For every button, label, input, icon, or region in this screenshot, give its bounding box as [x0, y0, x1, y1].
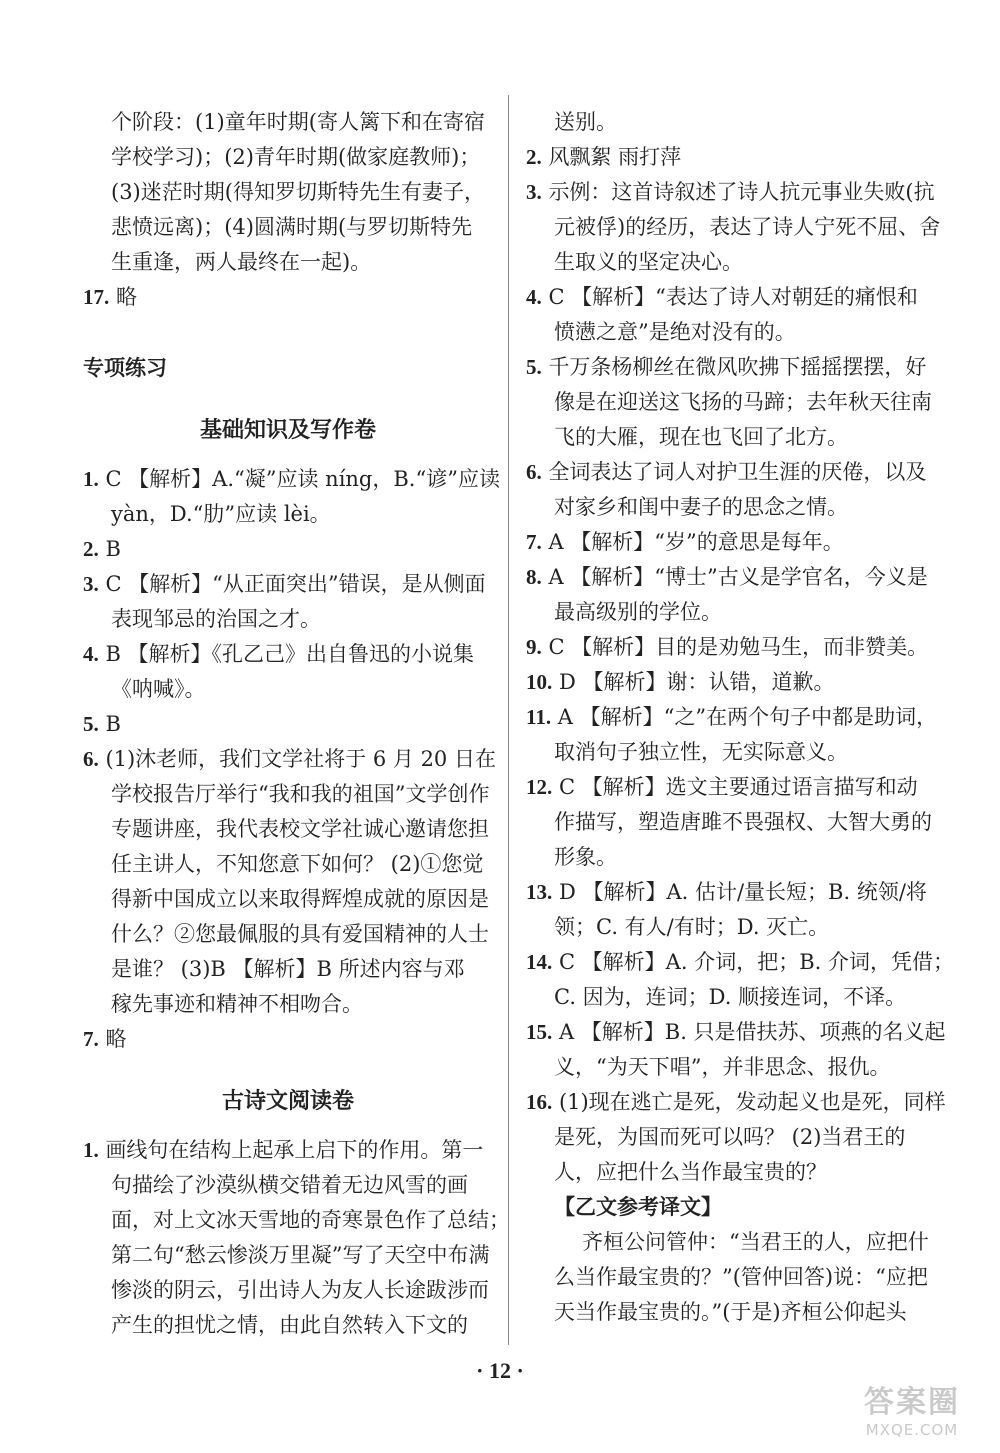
item-continuation: 是谁？ (3)B 【解析】B 所述内容与邓 [111, 957, 465, 981]
item-continuation: 义，“为天下唱”，并非思念、报仇。 [554, 1055, 891, 1079]
answer-item [526, 630, 929, 665]
item-text: (1)现在逃亡是死，发动起义也是死，同样 [558, 1090, 946, 1114]
paper-title-basic: 基础知识及写作卷 [199, 417, 376, 443]
right-column [526, 105, 954, 1330]
item-continuation: 像是在迎送这飞扬的马蹄；去年秋天往南 [554, 390, 932, 414]
item-continuation: 表现邹忌的治国之才。 [111, 607, 321, 631]
item-number: 4. [526, 285, 542, 309]
item-number: 3. [526, 180, 542, 204]
item-number: 7. [526, 530, 542, 554]
item-number: 7. [83, 1027, 99, 1051]
answer-item [526, 350, 932, 455]
item-continuation: 面，对上文冰天雪地的奇寒景色作了总结； [111, 1208, 510, 1232]
item-continuation: 什么？②您最佩服的具有爱国精神的人士 [111, 922, 489, 946]
answer-item [526, 280, 926, 350]
answer-item [83, 532, 493, 567]
answer-item [526, 525, 926, 560]
item-number: 5. [526, 355, 542, 379]
item-text: 风飘絮 雨打萍 [548, 145, 682, 169]
answer-item [526, 560, 926, 630]
item-number: 14. [526, 950, 553, 974]
item-continuation: 《呐喊》。 [111, 677, 206, 701]
item-number: 1. [83, 1138, 99, 1162]
text-line: 悲愤远离)；(4)圆满时期(与罗切斯特先 [111, 215, 473, 239]
item-number: 17. [83, 285, 110, 309]
item-continuation: 形象。 [554, 845, 617, 869]
item-continuation: 专题讲座，我代表校文学社诚心邀请您担 [111, 817, 489, 841]
paper-title-poetry: 古诗文阅读卷 [221, 1088, 354, 1114]
item-text: 画线句在结构上起承上启下的作用。第一 [105, 1138, 484, 1162]
item-text: C 【解析】“表达了诗人对朝廷的痛恨和 [548, 285, 918, 309]
left-column [83, 105, 510, 1343]
item-text: 全词表达了词人对护卫生涯的厌倦，以及 [548, 460, 927, 484]
item-continuation: 愤懑之意”是绝对没有的。 [554, 320, 796, 344]
answer-item [83, 637, 493, 707]
item-text: 略 [105, 1027, 127, 1051]
item-text: 千万条杨柳丝在微风吹拂下摇摇摆摆，好 [548, 355, 927, 379]
answer-item [526, 665, 926, 700]
item-continuation: 生取义的坚定决心。 [554, 250, 743, 274]
section-heading: 专项练习 [83, 356, 167, 380]
item-continuation: 最高级别的学位。 [554, 600, 722, 624]
answer-item [83, 567, 493, 637]
item-continuation: 惨淡的阴云，引出诗人为友人长途跋涉而 [111, 1278, 489, 1302]
answer-item [83, 1133, 510, 1343]
text-line: 生重逢，两人最终在一起)。 [111, 250, 372, 274]
answer-item [83, 462, 500, 532]
item-text: D 【解析】谢：认错，道歉。 [558, 670, 835, 694]
item-continuation: 句描绘了沙漠纵横交错着无边风雪的画 [111, 1173, 468, 1197]
answer-item [526, 1015, 946, 1085]
answer-item [526, 875, 926, 945]
item-number: 6. [83, 747, 99, 771]
item-continuation: 产生的担忧之情，由此自然转入下文的 [111, 1313, 468, 1337]
item-continuation: 送别。 [554, 110, 617, 134]
text-line: 齐桓公问管仲：“当君王的人，应把什 [582, 1230, 929, 1254]
item-number: 2. [83, 537, 99, 561]
item-text: A 【解析】“之”在两个句子中都是助词， [557, 705, 938, 729]
answer-item [526, 770, 932, 875]
item-continuation: 元被俘)的经历，表达了诗人宁死不屈、舍 [554, 215, 941, 239]
item-number: 16. [526, 1090, 553, 1114]
item-number: 15. [526, 1020, 553, 1044]
item-number: 10. [526, 670, 553, 694]
answer-item [83, 707, 493, 742]
item-text: B [105, 712, 121, 736]
item-text: 略 [115, 285, 137, 309]
item-number: 6. [526, 460, 542, 484]
item-number: 2. [526, 145, 542, 169]
watermark-url: MXQE.COM [865, 1421, 959, 1439]
answer-item-17 [83, 280, 493, 315]
item-number: 4. [83, 642, 99, 666]
paper2-answers [83, 1133, 510, 1343]
item-continuation: 取消句子独立性，无实际意义。 [554, 740, 848, 764]
item-continuation: 学校报告厅举行“我和我的祖国”文学创作 [111, 782, 490, 806]
item-text: D 【解析】A. 估计/量长短；B. 统领/将 [558, 880, 927, 904]
item-number: 8. [526, 565, 542, 589]
text-line: 么当作最宝贵的？”(管仲回答)说：“应把 [554, 1265, 928, 1289]
answer-item [526, 1085, 946, 1190]
item-number: 12. [526, 775, 553, 799]
watermark-logo [832, 1385, 992, 1445]
item-text: A 【解析】“博士”古义是学官名，今义是 [548, 565, 928, 589]
item-text: B 【解析】《孔乙己》出自鲁迅的小说集 [105, 642, 475, 666]
item-text: A 【解析】B. 只是借扶苏、项燕的名义起 [558, 1020, 946, 1044]
answer-item [526, 700, 938, 770]
text-line: 学校学习)；(2)青年时期(做家庭教师)； [111, 145, 481, 169]
item-number: 5. [83, 712, 99, 736]
text-line: (3)迷茫时期(得知罗切斯特先生有妻子， [111, 180, 485, 204]
translation-heading: 【乙文参考译文】 [554, 1195, 722, 1219]
item-number: 11. [526, 705, 552, 729]
item-text: B [105, 537, 121, 561]
text-line: 天当作最宝贵的。”(于是)齐桓公仰起头 [554, 1300, 907, 1324]
left-top-paragraph [83, 105, 493, 280]
item-continuation: 人，应把什么当作最宝贵的？ [554, 1160, 827, 1184]
item-continuation: 稼先事迹和精神不相吻合。 [111, 992, 363, 1016]
answer-item [526, 175, 941, 280]
item-number: 13. [526, 880, 553, 904]
item-text: A 【解析】“岁”的意思是每年。 [548, 530, 844, 554]
answer-item [526, 455, 926, 525]
item-continuation: 对家乡和闺中妻子的思念之情。 [554, 495, 848, 519]
item-text: 示例：这首诗叙述了诗人抗元事业失败(抗 [548, 180, 935, 204]
answer-item [83, 742, 496, 1022]
answer-item [83, 1022, 493, 1057]
item-continuation: 领；C. 有人/有时；D. 灭亡。 [554, 915, 830, 939]
column-divider [508, 95, 509, 1345]
translation-paragraph [526, 1225, 929, 1330]
item-continuation: 飞的大雁，现在也飞回了北方。 [554, 425, 848, 449]
item-text: C 【解析】目的是劝勉马生，而非赞美。 [548, 635, 929, 659]
text-line: 个阶段：(1)童年时期(寄人篱下和在寄宿 [111, 110, 485, 134]
item-text: C 【解析】A. 介词，把；B. 介词，凭借； [558, 950, 954, 974]
watermark-text: 答案圈 [864, 1385, 960, 1420]
item-text: (1)沐老师，我们文学社将于 6 月 20 日在 [105, 747, 496, 771]
item-text: C 【解析】A.“凝”应读 níng，B.“谚”应读 [105, 467, 500, 491]
item-number: 9. [526, 635, 542, 659]
item-continuation: 第二句“愁云惨淡万里凝”写了天空中布满 [111, 1243, 490, 1267]
item-text: C 【解析】选文主要通过语言描写和动 [558, 775, 918, 799]
item-number: 3. [83, 572, 99, 596]
item-continuation: C. 因为，连词；D. 顺接连词，不译。 [554, 985, 907, 1009]
item-continuation: 作描写，塑造唐雎不畏强权、大智大勇的 [554, 810, 932, 834]
item-continuation: 任主讲人，不知您意下如何？ (2)①您觉 [111, 852, 484, 876]
item-continuation: 是死，为国而死可以吗？ (2)当君王的 [554, 1125, 906, 1149]
item-text: C 【解析】“从正面突出”错误，是从侧面 [105, 572, 486, 596]
item-number: 1. [83, 467, 99, 491]
item-continuation: yàn，D.“肋”应读 lèi。 [111, 502, 331, 526]
answer-item [526, 140, 926, 175]
page-number: · 12 · [476, 1358, 524, 1383]
answer-item [526, 945, 954, 1015]
paper1-answers [83, 462, 500, 1057]
item-continuation: 得新中国成立以来取得辉煌成就的原因是 [111, 887, 489, 911]
